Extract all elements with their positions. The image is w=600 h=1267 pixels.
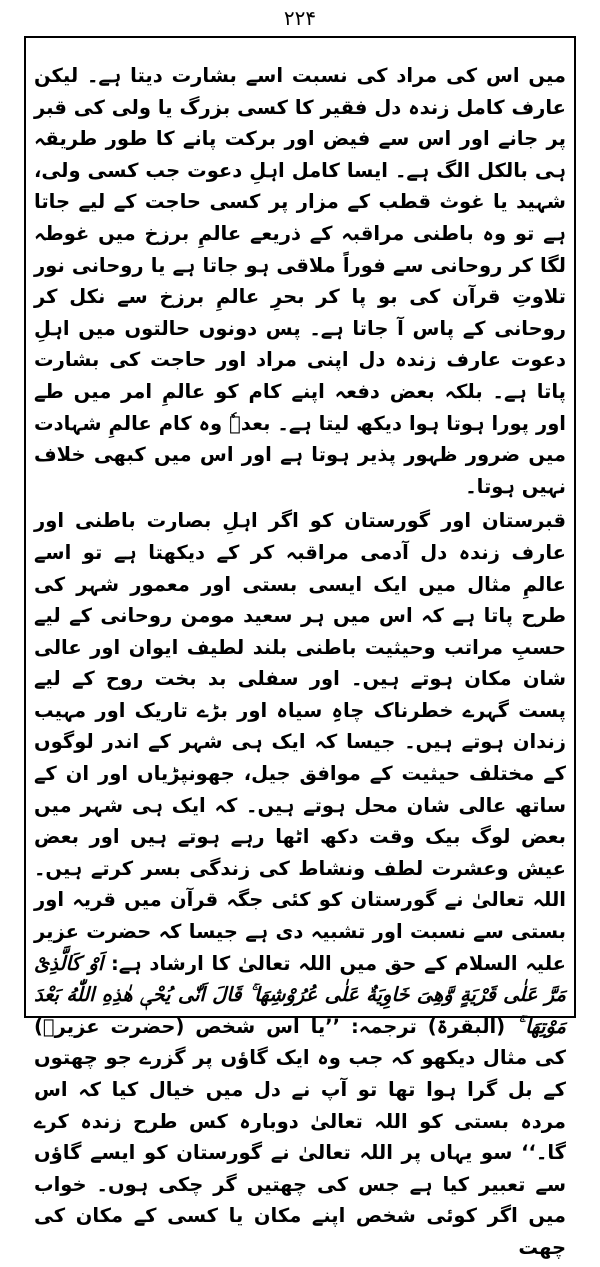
translation-text: ترجمہ: ’’یا اس شخص (حضرت عزیرؑ) کی مثال دیکھو کہ جب وہ ایک گاؤں پر گزرے جو چھتوں کے بل گرا ہوا تھا تو آپ نے دل میں خیال کیا کہ اس مردہ بستی کو اللہ تعالیٰ دوبارہ کس طرح زندہ کرے گا۔‘‘ سو یہاں پر اللہ تعالیٰ نے گورستان کو ایسے گاؤں سے تعبیر کیا ہے جس کی چھتیں گر چکی ہوں۔ خواب میں اگر کوئی شخص اپنے مکان یا کسی کے مکان کی چھت xyxy=(34,1014,566,1259)
verse-reference: (البقرۃ) xyxy=(427,1014,506,1038)
paragraph-2 xyxy=(34,505,566,1263)
quran-verse: اَوْ كَالَّذِىْ مَرَّ عَلٰى قَرْيَةٍ وَّهِىَ خَاوِيَةٌ عَلٰى عُرُوْشِهَا ۚ قَالَ اَنّٰى يُحْىٖ هٰذِهِ اللّٰهُ بَعْدَ مَوْتِهَا ۚ xyxy=(34,951,566,1038)
paragraph-1: میں اس کی مراد کی نسبت اسے بشارت دیتا ہے۔ لیکن عارف کامل زندہ دل فقیر کا کسی بزرگ یا ولی کی قبر پر جانے اور اس سے فیض اور برکت پانے کا طور طریقہ ہی بالکل الگ ہے۔ ایسا کامل اہلِ دعوت جب کسی ولی، شہید یا غوث قطب کے مزار پر کسی حاجت کے لیے جاتا ہے تو وہ باطنی مراقبہ کے ذریعے عالمِ برزخ میں غوطہ لگا کر روحانی سے فوراً ملاقی ہو جاتا ہے یا روحانی نور تلاوتِ قرآن کی بو پا کر بحرِ عالمِ برزخ سے نکل کر روحانی کے پاس آ جاتا ہے۔ پس دونوں حالتوں میں اہلِ دعوت عارف زندہ دل اپنی مراد اور حاجت کی بشارت پاتا ہے۔ بلکہ بعض دفعہ اپنے کام کو عالمِ امر میں طے اور پورا ہوتا ہوا دیکھ لیتا ہے۔ بعدہٗ وہ کام عالمِ شہادت میں ضرور ظہور پذیر ہوتا ہے اور اس میں کبھی خلاف نہیں ہوتا۔ xyxy=(34,64,566,498)
paragraph-2-text: قبرستان اور گورستان کو اگر اہلِ بصارت باطنی اور عارف زندہ دل آدمی مراقبہ کر کے دیکھتا ہے تو اسے عالمِ مثال میں ایک ایسی بستی اور معمور شہر کی طرح پاتا ہے کہ اس میں ہر سعید مومن روحانی کے لیے حسبِ مراتب وحیثیت باطنی بلند لطیف ایوان اور عالی شان مکان ہوتے ہیں۔ اور سفلی بد بخت روح کے لیے پست گہرے خطرناک چاہِ سیاہ اور بڑے تاریک اور مہیب زندان ہوتے ہیں۔ جیسا کہ ایک ہی شہر کے اندر لوگوں کے مختلف حیثیت کے موافق جیل، جھونپڑیاں اور ان کے ساتھ عالی شان محل ہوتے ہیں۔ کہ ایک ہی شہر میں بعض لوگ بیک وقت دکھ اٹھا رہے ہوتے ہیں اور بعض عیش وعشرت لطف ونشاط کی زندگی بسر کرتے ہیں۔ اللہ تعالیٰ نے گورستان کو کئی جگہ قرآن میں قریہ اور بستی سے نسبت اور تشبیہ دی ہے جیسا کہ حضرت عزیر علیہ السلام کے حق میں اللہ تعالیٰ کا ارشاد ہے: xyxy=(34,509,566,975)
body-text xyxy=(34,60,566,1267)
page-number: ۲۲۴ xyxy=(283,6,317,30)
page-frame xyxy=(24,36,576,1259)
